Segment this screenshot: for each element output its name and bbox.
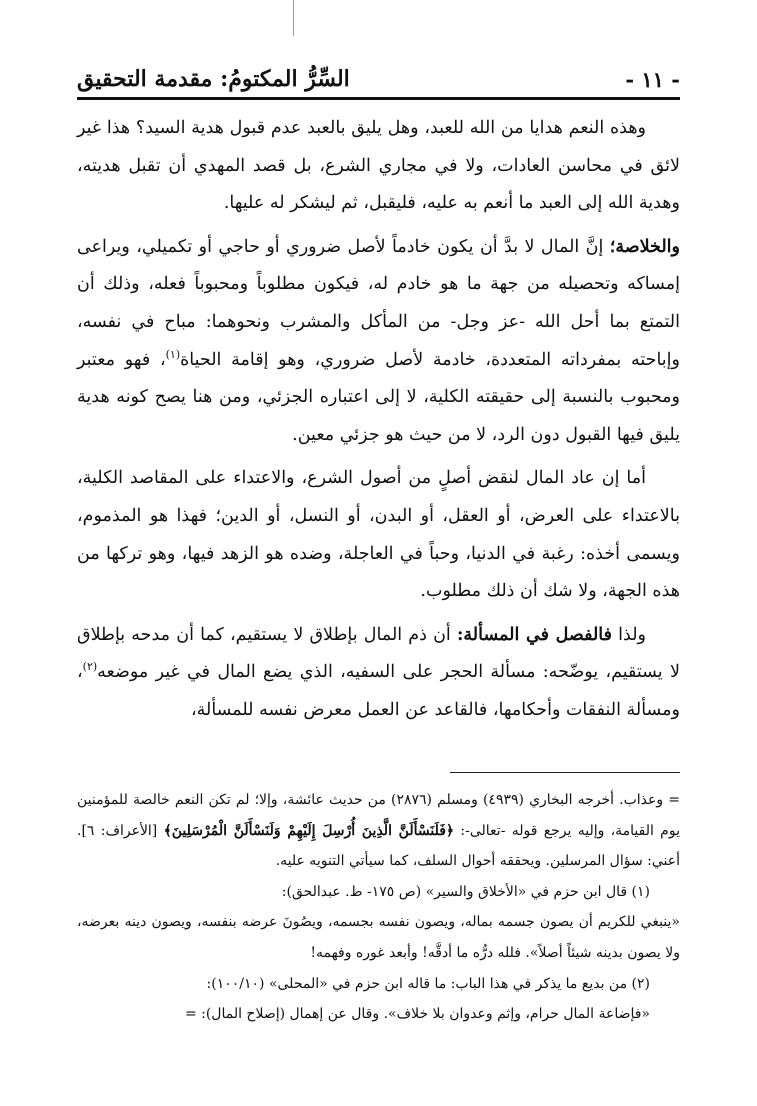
footnote-2-head: (٢) من بديع ما يذكر في هذا الباب: ما قاله ابن حزم في «المحلى» (١٠٠/١٠):	[206, 975, 650, 992]
page-number: - ١١ -	[625, 66, 680, 92]
paragraph-4-lead: فالفصل في المسألة:	[456, 624, 612, 645]
footnote-ref-2: (٢)	[82, 660, 98, 674]
footnote-separator	[450, 772, 680, 773]
paragraph-1	[77, 110, 680, 223]
paragraph-4-text: أن ذم المال بإطلاق لا يستقيم، كما أن مدحه بإطلاق لا يستقيم، يوضّحه: مسألة الحجر على السفيه، الذي يضع المال في غير موضعه	[77, 624, 680, 683]
page-header	[77, 60, 680, 98]
footnote-1-quote: «ينبغي للكريم أن يصون جسمه بماله، ويصون نفسه بجسمه، ويصُونَ عرضه بنفسه، ويصون دينه بعرضه، ولا يصون بدينه شيئاً أصلاً». فلله درُّه ما أدقَّه! وأبعد غوره وفهمه!	[77, 914, 680, 961]
footnote-cont-text: = وعذاب. أخرجه البخاري (٤٩٣٩) ومسلم (٢٨٧٦) من حديث عائشة، وإلا؛ لم تكن النعم خالصة للمؤمنين يوم القيامة، وإليه يرجع قوله -تعالى-:	[77, 792, 680, 839]
paragraph-3-text: أما إن عاد المال لنقض أصلٍ من أصول الشرع، والاعتداء على المقاصد الكلية، بالاعتداء على العرض، أو العقل، أو البدن، أو النسل، أو الدين؛ فهذا هو المذموم، ويسمى أخذه: رغبة في الدنيا، وحباً في العاجلة، وضده هو الزهد فيها، وهو تركها من هذه الجهة، ولا شك أن ذلك مطلوب.	[77, 468, 680, 602]
footnote-2-quote: «فإضاعة المال حرام، وإثم وعدوان بلا خلاف». وقال عن إهمال (إصلاح المال): =	[184, 1006, 650, 1023]
footnotes	[77, 785, 680, 1030]
footnote-1-head: (١) قال ابن حزم في «الأخلاق والسير» (ص ١٧٥- ط. عبدالحق):	[281, 883, 650, 900]
footnote-ref-1: (١)	[165, 347, 181, 361]
paragraph-4-text-cont: ، ومسألة النفقات وأحكامها، فالقاعد عن العمل معرض نفسه للمسألة،	[77, 662, 680, 720]
paragraph-3	[77, 460, 680, 610]
paragraph-2-text-cont: ، فهو معتبر ومحبوب بالنسبة إلى حقيقته الكلية، لا إلى اعتباره الجزئي، ومن هنا يصح كونه هدية يليق فيها القبول دون الرد، لا من حيث هو جزئي معين.	[77, 349, 680, 445]
scan-artifact-line	[293, 0, 294, 36]
paragraph-2	[77, 229, 680, 455]
paragraph-4-pre: ولذا	[612, 624, 646, 645]
running-title: السِّرُّ المكتومُ: مقدمة التحقيق	[77, 66, 350, 92]
paragraph-2-text: إنَّ المال لا بدَّ أن يكون خادماً لأصل ضروري أو حاجي أو تكميلي، ويراعى إمساكه وتحصيله من جهة ما هو خادم له، فيكون مطلوباً ومحبوباً فعله، وذلك أن التمتع بما أحل الله -عز وجل- من المأكل والمشرب ونحوهما: مباح في نفسه، وإباحته بمفرداته المتعددة، خادمة لأصل ضروري، وهو إقامة الحياة	[77, 236, 680, 370]
paragraph-1-text: وهذه النعم هدايا من الله للعبد، وهل يليق بالعبد عدم قبول هدية السيد؟ هذا غير لائق في محاسن العادات، ولا في مجاري الشرع، بل قصد المهدي أن تقبل هديته، وهدية الله إلى العبد ما أنعم به عليه، فليقبل، ثم ليشكر له عليها.	[77, 118, 680, 214]
footnote-cont-text2: [الأعراف: ٦]. أعني: سؤال المرسلين. ويحققه أحوال السلف، كما سيأتي التنويه عليه.	[77, 822, 680, 870]
quran-verse: ﴿فَلَنَسْأَلَنَّ الَّذِينَ أُرْسِلَ إِلَيْهِمْ وَلَنَسْأَلَنَّ الْمُرْسَلِينَ﴾	[163, 822, 455, 839]
header-rule	[77, 97, 680, 100]
paragraph-2-lead: والخلاصة؛	[609, 236, 680, 257]
main-text	[77, 110, 680, 736]
footnote-continuation	[77, 785, 680, 877]
paragraph-4	[77, 617, 680, 730]
